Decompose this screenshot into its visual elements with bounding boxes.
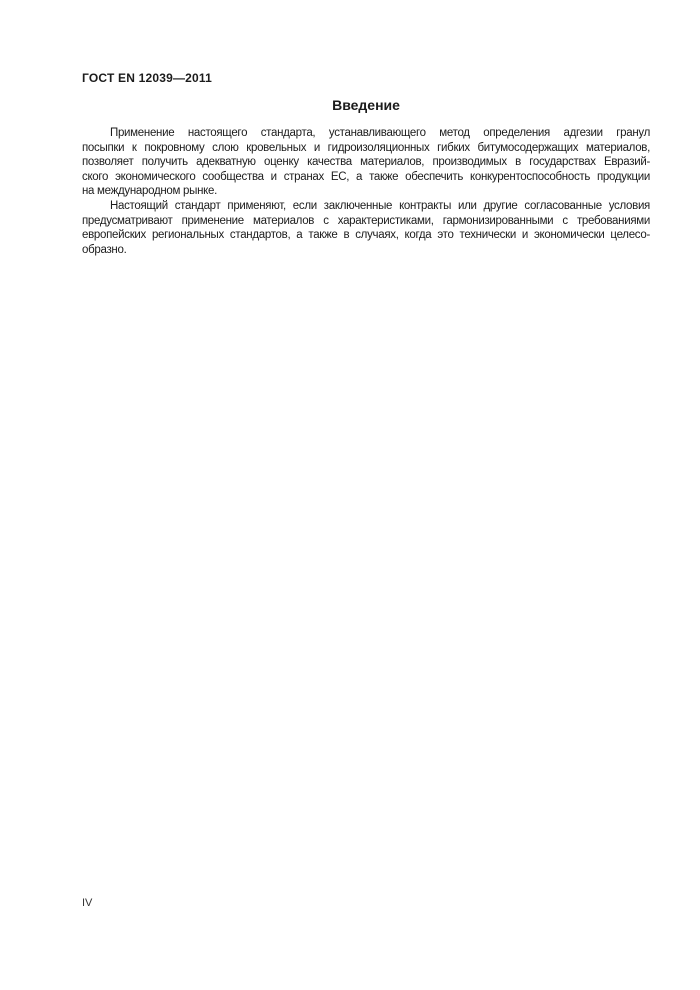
text-line: образно. <box>82 243 127 256</box>
text-line: Настоящий стандарт применяют, если заключенные контракты или другие согласованные условия <box>110 199 650 212</box>
page-title: Введение <box>332 97 400 113</box>
text-line: ского экономического сообщества и странах ЕС, а также обеспечить конкурентоспособность продукции <box>82 170 650 183</box>
text-line: предусматривают применение материалов с характеристиками, гармонизированными с требованиями <box>82 214 650 227</box>
text-line: позволяет получить адекватную оценку качества материалов, производимых в государствах Евразий- <box>82 156 650 169</box>
introduction-text <box>82 126 650 257</box>
text-line: посыпки к покровному слою кровельных и гидроизоляционных гибких битумосодержащих материалов, <box>82 141 650 154</box>
text-line: Применение настоящего стандарта, устанавливающего метод определения адгезии гранул <box>110 127 650 139</box>
page-number: IV <box>82 897 93 909</box>
text-line: на международном рынке. <box>82 185 217 198</box>
text-line: европейских региональных стандартов, а также в случаях, когда это технически и экономически целесо- <box>82 229 650 242</box>
document-designation: ГОСТ EN 12039—2011 <box>82 71 213 85</box>
